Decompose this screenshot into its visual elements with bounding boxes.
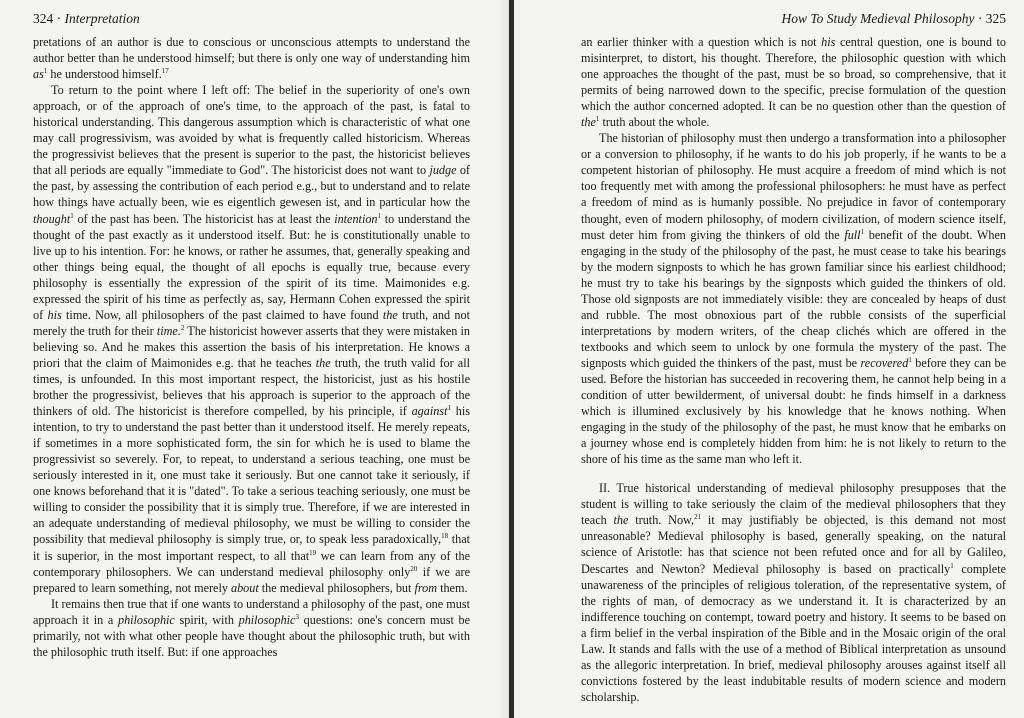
text-run: it may justifiably be objected, is this demand not most unreasonable? Medieval philosophy is based, generally speaking, on the natural science of Aristotle: has that science not been refuted once and for all by Galileo, Descartes and Newton? Medieval philosophy is based on practically: [581, 513, 1006, 576]
text-run: complete unawareness of the principles of religious toleration, of the representative system, of the rights of man, of democracy as we understand it. It is characterized by an indifference touching on contempt, toward poetry and history. It seems to be based on a firm belief in the verbal inspiration of the Bible and in the Mosaic origin of the oral Law. It stands and falls with the use of a method of Biblical interpretation as unsound as the allegoric interpretation. In brief, medieval philosophy arouses against itself all convictions fostered by the least indubitable results of modern science and modern scholarship.: [581, 561, 1006, 704]
text-run: central question, one is bound to misinterpret, to distort, his thought. Therefore, the philosophic question with which one approaches the thought of the past, must be so broad, so comprehensive, that it permits of being narrowed down to the specific, precise formulation of the question which the author concerned adopted. It can be no question other than the question of: [581, 35, 1006, 114]
text-run: of the past has been. The historicist has at least the: [73, 211, 335, 226]
paragraph: [33, 34, 470, 82]
emphasis-text: the: [315, 355, 331, 370]
text-run: before they can be used. Before the historian has succeeded in recovering them, he cannot help being in a condition of utter bewilderment, of universal doubt: he finds himself in a darkness which is illumined exclusively by his knowledge that he knows nothing. When engaging in the study of the philosophy of the past, he must know that he embarks on a journey whose end is completely hidden from him: he is not likely to return to the shore of his time as the same man who left it.: [581, 355, 1006, 467]
left-page-number: 324: [33, 11, 54, 26]
left-page: [0, 0, 510, 718]
text-run: truth, and not merely the truth for their: [33, 307, 471, 338]
text-run: we can learn from any of the contemporary philosophers. We can understand medieval philosophy only: [33, 548, 470, 579]
footnote-marker: 1: [377, 211, 382, 220]
text-run: truth. Now,: [628, 513, 695, 528]
footnote-marker: 3: [295, 612, 299, 621]
emphasis-text: recovered: [860, 355, 909, 370]
emphasis-text: his: [47, 307, 62, 322]
text-run: It remains then true that if one wants to understand a philosophy of the past, one must approach it in a: [33, 596, 470, 627]
text-run: II. True historical understanding of medieval philosophy presupposes that the student is willing to take seriously the claim of the medieval philosophers that they teach: [581, 481, 1006, 528]
text-run: time. Now, all philosophers of the past claimed to have found: [61, 307, 383, 322]
footnote-marker: 1: [43, 67, 48, 76]
footnote-marker: 19: [309, 548, 317, 557]
emphasis-text: about: [230, 580, 259, 595]
paragraph: [33, 596, 470, 660]
text-run: truth about the whole.: [599, 115, 710, 130]
emphasis-text: his: [821, 35, 836, 49]
text-run: pretations of an author is due to conscious or unconscious attempts to understand the author better than he understood himself; but there is only one way of understanding him: [33, 35, 470, 66]
emphasis-text: .: [177, 323, 181, 338]
emphasis-text: the: [613, 513, 629, 528]
right-head-separator: ·: [977, 11, 983, 26]
emphasis-text: the: [382, 307, 398, 322]
emphasis-text: the: [581, 115, 596, 130]
footnote-marker: 1: [908, 355, 912, 364]
footnote-marker: 18: [441, 532, 449, 541]
right-page-number: 325: [985, 11, 1006, 26]
footnote-marker: 1: [70, 211, 74, 220]
text-run: The historicist however asserts that they were mistaken in believing so. And he makes this assertion the basis of his interpretation. He knows a priori that the claim of Maimonides e.g. that he teaches: [33, 323, 470, 370]
footnote-marker: 21: [694, 513, 702, 522]
footnote-marker: 1: [447, 404, 451, 413]
text-run: to understand the thought of the past exactly as it understood itself. But: he is constitutionally unable to live up to his intention. For: he knows, or rather he assumes, that, generally speaking and other things being equal, the thought of all epochs is equally true, because every philosophy is essentially the expression of the spirit of its time. Maimonides e.g. expressed the spirit of his time as perfectly as, say, Hermann Cohen expressed the spirit of: [33, 211, 470, 322]
right-running-title: How To Study Medieval Philosophy: [781, 11, 975, 26]
text-run: an earlier thinker with a question which is not: [581, 35, 822, 49]
emphasis-text: as: [33, 67, 44, 82]
emphasis-text: against: [411, 404, 448, 419]
paragraph: [33, 82, 470, 596]
text-run: them.: [437, 580, 468, 595]
emphasis-text: philosophic: [238, 612, 296, 627]
text-run: his intention, to try to understand the past better than it understood itself. He merely repeats, if sometimes in a more sophisticated form, the sin for which he is used to blame the progressivist so severely. For, to repeat, to understand a serious teaching, one must be seriously interested in it, one must take it seriously. But one cannot take it seriously, if one knows beforehand that it is "dated". To take a serious teaching seriously, one must be willing to consider the possibility that it is simply true. Therefore, if we are interested in an adequate understanding of medieval philosophy, we must be willing to consider the possibility that medieval philosophy is simply true, or, to speak less paradoxically,: [33, 404, 470, 547]
paragraph: [581, 34, 1006, 130]
text-run: To return to the point where I left off: The belief in the superiority of one's own approach, or of the approach of one's time, to the approach of the past, is fatal to historical understanding. This dangerous assumption which is characteristic of what one may call progressivism, was avoided by what is frequently called historicism. Whereas the progressivist believes that the present is superior to the past, the historicist believes that all periods are equally "immediate to God". The historicist does not want to: [33, 83, 470, 178]
gutter-shadow: [498, 0, 509, 718]
footnote-marker: 2: [180, 323, 185, 332]
text-run: benefit of the doubt. When engaging in the study of the philosophy of the past, he must cease to take his bearings by the modern signposts to which he has grown familiar since his earliest childhood; he must try to take his bearings by the signposts which guided the thinkers of old. Those old signposts are not immediately visible: they are concealed by heaps of dust and rubble. The most obnoxious part of the rubble consists of the superficial interpretations by modern writers, of the cheap clichés which are offered in the textbooks and which seem to unlock by one formula the mystery of the past. The signposts which guided the thinkers of the past, must be: [581, 227, 1006, 370]
text-run: The historian of philosophy must then undergo a transformation into a philosopher or a conversion to philosophy, if he wants to do his job properly, if he wants to be a competent historian of philosophy. He must acquire a freedom of mind which is not too frequently met with among the professional philosophers: he must have as perfect a freedom of mind as is humanly possible. No prejudice in favor of contemporary thought, even of modern philosophy, of modern civilization, of modern science itself, must deter him from giving the thinkers of old the: [581, 131, 1006, 242]
footnote-marker: 1: [950, 561, 954, 570]
emphasis-text: time: [156, 323, 178, 338]
footnote-marker: 17: [161, 67, 169, 76]
text-run: that it is superior, in the most important respect, to all that: [33, 532, 470, 563]
emphasis-text: philosophic: [117, 612, 175, 627]
left-running-title: Interpretation: [64, 11, 140, 26]
right-running-head: [581, 10, 1006, 30]
left-running-head: [33, 10, 470, 30]
text-run: he understood himself.: [47, 67, 162, 82]
footnote-marker: 1: [860, 227, 865, 236]
text-run: truth, the truth valid for all times, is unfounded. In this most important respect, the historicist, just as his hostile brother the progressivist, believes that his approach is superior to the approach of the thinkers of old. The historicist is therefore compelled, by his principle, if: [33, 355, 470, 419]
emphasis-text: judge: [429, 163, 457, 178]
footnote-marker: 1: [595, 115, 600, 124]
left-body-text: [33, 34, 470, 660]
text-run: of the past, by assessing the contribution of each period e.g., but to understand and to relate how things have actually been, wie es eigentlich gewesen ist, and in particular how the: [33, 163, 470, 210]
right-body-text: [581, 34, 1006, 705]
text-run: questions: one's concern must be primarily, not with what other people have thought about the philosophic truth, but with the philosophic truth itself. But: if one approaches: [33, 612, 470, 659]
paragraph: [581, 130, 1006, 467]
emphasis-text: thought: [33, 211, 71, 226]
text-run: spirit, with: [174, 612, 239, 627]
emphasis-text: from: [414, 580, 438, 595]
left-head-separator: ·: [56, 11, 62, 26]
text-run: the medieval philosophers, but: [258, 580, 415, 595]
section-paragraph: [581, 480, 1006, 705]
right-page: [514, 0, 1024, 718]
emphasis-text: full: [844, 227, 861, 242]
emphasis-text: intention: [334, 211, 378, 226]
footnote-marker: 20: [410, 564, 418, 573]
text-run: if we are prepared to learn something, not merely: [33, 564, 470, 595]
